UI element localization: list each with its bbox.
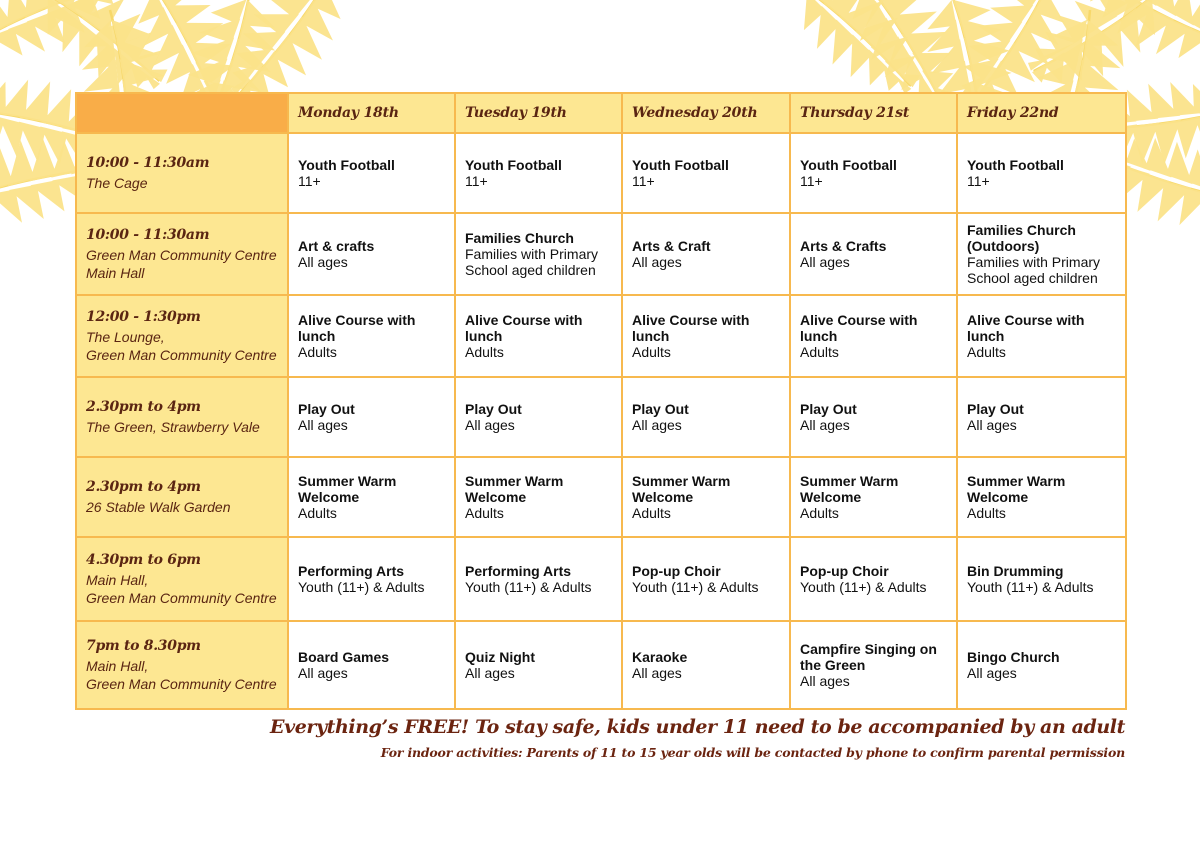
activity-audience: 11+ <box>632 173 655 189</box>
venue-line: The Green, Strawberry Vale <box>86 419 260 435</box>
time-slot-cell <box>76 457 288 537</box>
activity-audience: All ages <box>800 673 850 689</box>
activity-cell <box>288 133 455 213</box>
activity-name: Board Games <box>298 649 390 665</box>
activity-cell <box>288 377 455 457</box>
activity-audience: Adults <box>298 505 337 521</box>
activity-name: Summer Warm <box>967 473 1066 489</box>
activity-cell <box>957 621 1126 709</box>
activity-audience: Adults <box>967 344 1006 360</box>
activity-cell <box>957 133 1126 213</box>
free-notice: Everything’s FREE! To stay safe, kids under 11 need to be accompanied by an adult <box>269 716 1125 738</box>
activity-name: Play Out <box>632 401 689 417</box>
activity-name: Families Church <box>465 230 574 246</box>
activity-cell <box>790 295 957 377</box>
activity-audience: 11+ <box>967 173 990 189</box>
activity-name: Arts & Craft <box>632 238 711 254</box>
activity-cell <box>790 457 957 537</box>
time-slot: 10:00 - 11:30am <box>86 227 210 243</box>
activity-audience: Families with Primary <box>465 246 599 262</box>
activity-cell <box>622 537 790 621</box>
activity-name: Youth Football <box>465 157 562 173</box>
venue-line: The Lounge, <box>86 329 165 345</box>
venue-line: Main Hall <box>86 265 145 281</box>
activity-cell <box>455 133 622 213</box>
activity-audience: All ages <box>632 417 682 433</box>
activity-audience: All ages <box>298 417 348 433</box>
schedule-row <box>76 377 1126 457</box>
activity-name: Quiz Night <box>465 649 535 665</box>
schedule-row <box>76 457 1126 537</box>
activity-cell <box>288 537 455 621</box>
activity-name: Arts & Crafts <box>800 238 887 254</box>
activity-name: Bingo Church <box>967 649 1060 665</box>
activity-name: Alive Course with <box>632 312 750 328</box>
activity-name: Welcome <box>465 489 527 505</box>
activity-name: lunch <box>298 328 336 344</box>
activity-cell <box>957 295 1126 377</box>
venue-line: 26 Stable Walk Garden <box>86 499 231 515</box>
header-row <box>76 93 1126 133</box>
activity-name: Alive Course with <box>465 312 583 328</box>
activity-name: Campfire Singing on <box>800 641 937 657</box>
activity-name: Families Church <box>967 222 1076 238</box>
day-header: Friday 22nd <box>957 93 1126 133</box>
activity-cell <box>622 295 790 377</box>
activity-name: the Green <box>800 657 866 673</box>
activity-cell <box>790 213 957 295</box>
activity-cell <box>455 295 622 377</box>
activity-name: Summer Warm <box>632 473 731 489</box>
activity-audience: Adults <box>465 505 504 521</box>
activity-audience: 11+ <box>800 173 823 189</box>
activity-name: Performing Arts <box>465 563 572 579</box>
activity-name: Alive Course with <box>298 312 416 328</box>
time-slot-cell <box>76 213 288 295</box>
activity-cell <box>288 621 455 709</box>
activity-cell <box>455 537 622 621</box>
activity-audience: Families with Primary <box>967 254 1101 270</box>
activity-audience: Youth (11+) & Adults <box>298 579 425 595</box>
activity-audience: Youth (11+) & Adults <box>465 579 592 595</box>
activity-name: Welcome <box>800 489 862 505</box>
time-slot: 7pm to 8.30pm <box>86 638 201 654</box>
activity-name: Youth Football <box>632 157 729 173</box>
venue-line: Green Man Community Centre <box>86 347 277 363</box>
activity-name: lunch <box>967 328 1005 344</box>
time-slot-cell <box>76 377 288 457</box>
venue-line: Main Hall, <box>86 572 149 588</box>
activity-audience: School aged children <box>465 262 596 278</box>
activity-audience: Adults <box>298 344 337 360</box>
activity-audience: 11+ <box>298 173 321 189</box>
activity-cell <box>790 377 957 457</box>
activity-name: lunch <box>465 328 503 344</box>
activity-audience: All ages <box>298 665 348 681</box>
schedule-row <box>76 537 1126 621</box>
activity-name: Summer Warm <box>800 473 899 489</box>
activity-name: Bin Drumming <box>967 563 1064 579</box>
activity-cell <box>957 377 1126 457</box>
activity-name: Alive Course with <box>800 312 918 328</box>
activity-name: Play Out <box>298 401 355 417</box>
schedule-row <box>76 213 1126 295</box>
activity-name: Pop-up Choir <box>632 563 721 579</box>
activity-name: Play Out <box>465 401 522 417</box>
activity-audience: Adults <box>800 505 839 521</box>
day-header: Monday 18th <box>288 93 455 133</box>
activity-name: Welcome <box>632 489 694 505</box>
activity-audience: All ages <box>632 665 682 681</box>
activity-cell <box>957 457 1126 537</box>
venue-line: The Cage <box>86 175 148 191</box>
activity-cell <box>790 621 957 709</box>
activity-audience: All ages <box>465 417 515 433</box>
activity-audience: Adults <box>967 505 1006 521</box>
activity-audience: All ages <box>465 665 515 681</box>
activity-name: Youth Football <box>298 157 395 173</box>
activity-cell <box>455 457 622 537</box>
activity-name: Karaoke <box>632 649 688 665</box>
venue-line: Green Man Community Centre <box>86 590 277 606</box>
activity-audience: Youth (11+) & Adults <box>967 579 1094 595</box>
activity-audience: School aged children <box>967 270 1098 286</box>
activity-audience: All ages <box>800 417 850 433</box>
activity-name: Summer Warm <box>465 473 564 489</box>
schedule-row <box>76 133 1126 213</box>
activity-name: Welcome <box>298 489 360 505</box>
activity-schedule-table <box>75 92 1127 710</box>
activity-audience: 11+ <box>465 173 488 189</box>
activity-cell <box>957 213 1126 295</box>
activity-name: Youth Football <box>800 157 897 173</box>
activity-cell <box>790 537 957 621</box>
day-header: Thursday 21st <box>790 93 957 133</box>
activity-name: Welcome <box>967 489 1029 505</box>
activity-audience: Youth (11+) & Adults <box>632 579 759 595</box>
activity-audience: Adults <box>632 505 671 521</box>
time-slot-cell <box>76 133 288 213</box>
activity-name: Youth Football <box>967 157 1064 173</box>
time-slot-cell <box>76 537 288 621</box>
activity-name: lunch <box>800 328 838 344</box>
activity-name: Art & crafts <box>298 238 375 254</box>
activity-name: Summer Warm <box>298 473 397 489</box>
activity-cell <box>455 377 622 457</box>
activity-audience: All ages <box>298 254 348 270</box>
activity-audience: All ages <box>800 254 850 270</box>
activity-name: Pop-up Choir <box>800 563 889 579</box>
time-slot: 2.30pm to 4pm <box>86 399 201 415</box>
schedule-row <box>76 621 1126 709</box>
time-slot: 10:00 - 11:30am <box>86 155 210 171</box>
day-header: Wednesday 20th <box>622 93 790 133</box>
activity-cell <box>288 295 455 377</box>
activity-cell <box>622 133 790 213</box>
venue-line: Green Man Community Centre <box>86 247 277 263</box>
day-header: Tuesday 19th <box>455 93 622 133</box>
activity-name: Performing Arts <box>298 563 405 579</box>
activity-cell <box>622 213 790 295</box>
time-slot: 2.30pm to 4pm <box>86 479 201 495</box>
activity-cell <box>288 213 455 295</box>
header-corner <box>76 93 288 133</box>
time-slot: 12:00 - 1:30pm <box>86 309 201 325</box>
activity-name: Play Out <box>800 401 857 417</box>
activity-audience: Youth (11+) & Adults <box>800 579 927 595</box>
venue-line: Green Man Community Centre <box>86 676 277 692</box>
schedule-row <box>76 295 1126 377</box>
activity-cell <box>455 621 622 709</box>
time-slot-cell <box>76 621 288 709</box>
activity-cell <box>622 457 790 537</box>
activity-name: Alive Course with <box>967 312 1085 328</box>
activity-audience: Adults <box>465 344 504 360</box>
activity-cell <box>790 133 957 213</box>
activity-cell <box>622 621 790 709</box>
activity-audience: Adults <box>632 344 671 360</box>
activity-audience: All ages <box>967 665 1017 681</box>
activity-cell <box>622 377 790 457</box>
venue-line: Main Hall, <box>86 658 149 674</box>
activity-cell <box>288 457 455 537</box>
activity-audience: Adults <box>800 344 839 360</box>
activity-audience: All ages <box>967 417 1017 433</box>
activity-name: Play Out <box>967 401 1024 417</box>
activity-name: (Outdoors) <box>967 238 1040 254</box>
activity-audience: All ages <box>632 254 682 270</box>
activity-name: lunch <box>632 328 670 344</box>
activity-cell <box>455 213 622 295</box>
time-slot-cell <box>76 295 288 377</box>
activity-cell <box>957 537 1126 621</box>
time-slot: 4.30pm to 6pm <box>86 552 201 568</box>
permission-note: For indoor activities: Parents of 11 to 15 year olds will be contacted by phone to confirm parental permission <box>380 745 1125 760</box>
